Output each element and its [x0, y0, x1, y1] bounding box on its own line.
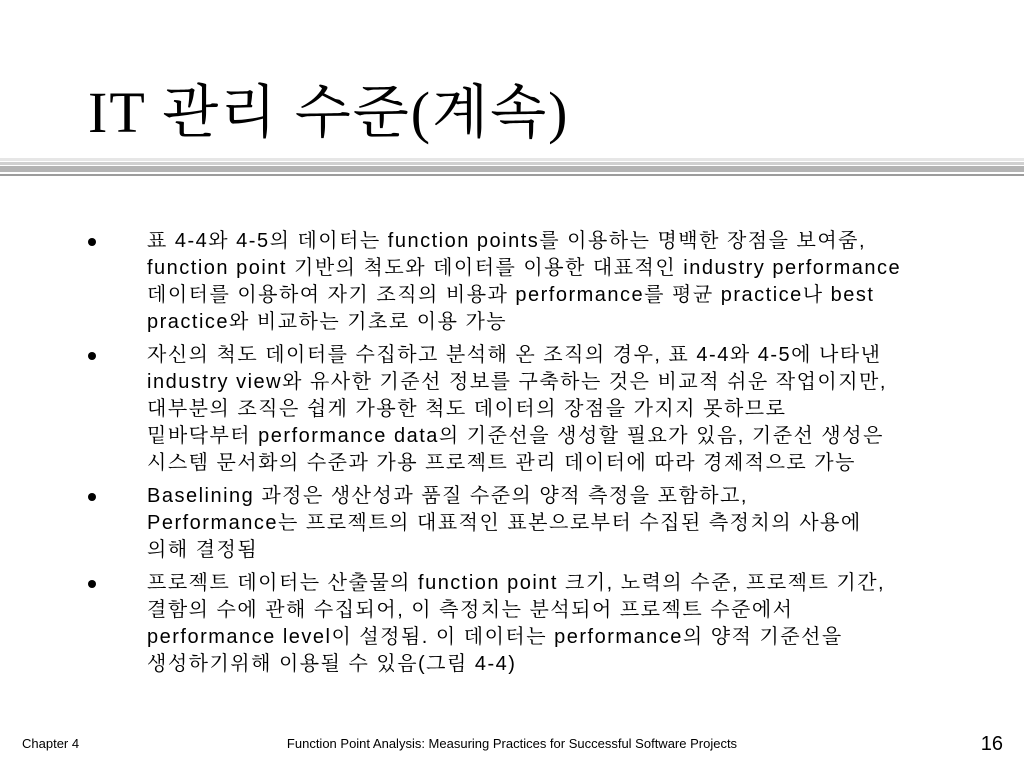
bullet-line: industry view와 유사한 기준선 정보를 구축하는 것은 비교적 쉬운 작업이지만,	[147, 371, 887, 393]
bullet-icon	[88, 238, 96, 246]
bullet-line: 밑바닥부터 performance data의 기준선을 생성할 필요가 있음, 기준선 생성은	[147, 425, 884, 447]
bullet-line: 표 4-4와 4-5의 데이터는 function points를 이용하는 명백한 장점을 보여줌,	[147, 230, 867, 252]
footer-chapter: Chapter 4	[22, 736, 80, 751]
bullet-icon	[88, 580, 96, 588]
bullet-line: 시스템 문서화의 수준과 가용 프로젝트 관리 데이터에 따라 경제적으로 가능	[147, 452, 856, 474]
bullet-item	[147, 342, 901, 477]
bullet-line: Baselining 과정은 생산성과 품질 수준의 양적 측정을 포함하고,	[147, 485, 748, 507]
bullet-item	[147, 228, 901, 336]
bullet-item	[147, 570, 901, 678]
bullet-line: 의해 결정됨	[147, 539, 259, 561]
bullet-line: 결함의 수에 관해 수집되어, 이 측정치는 분석되어 프로젝트 수준에서	[147, 599, 794, 621]
bullet-list	[147, 228, 901, 684]
bullet-line: practice와 비교하는 기초로 이용 가능	[147, 311, 508, 333]
slide-title: IT 관리 수준(계속)	[88, 80, 570, 145]
bullet-line: 대부분의 조직은 쉽게 가용한 척도 데이터의 장점을 가지지 못하므로	[147, 398, 787, 420]
title-divider	[0, 157, 1024, 179]
bullet-line: performance level이 설정됨. 이 데이터는 performance의 양적 기준선을	[147, 626, 843, 648]
bullet-line: 프로젝트 데이터는 산출물의 function point 크기, 노력의 수준, 프로젝트 기간,	[147, 572, 886, 594]
bullet-icon	[88, 493, 96, 501]
bullet-line: 자신의 척도 데이터를 수집하고 분석해 온 조직의 경우, 표 4-4와 4-5에 나타낸	[147, 344, 882, 366]
bullet-item	[147, 483, 901, 564]
bullet-line: Performance는 프로젝트의 대표적인 표본으로부터 수집된 측정치의 사용에	[147, 512, 862, 534]
bullet-line: function point 기반의 척도와 데이터를 이용한 대표적인 industry performance	[147, 257, 902, 279]
bullet-line: 데이터를 이용하여 자기 조직의 비용과 performance를 평균 practice나 best	[147, 284, 875, 306]
page-number: 16	[980, 733, 1003, 755]
footer-book-title: Function Point Analysis: Measuring Practices for Successful Software Projects	[286, 736, 738, 751]
bullet-line: 생성하기위해 이용될 수 있음(그림 4-4)	[147, 653, 517, 675]
bullet-icon	[88, 352, 96, 360]
